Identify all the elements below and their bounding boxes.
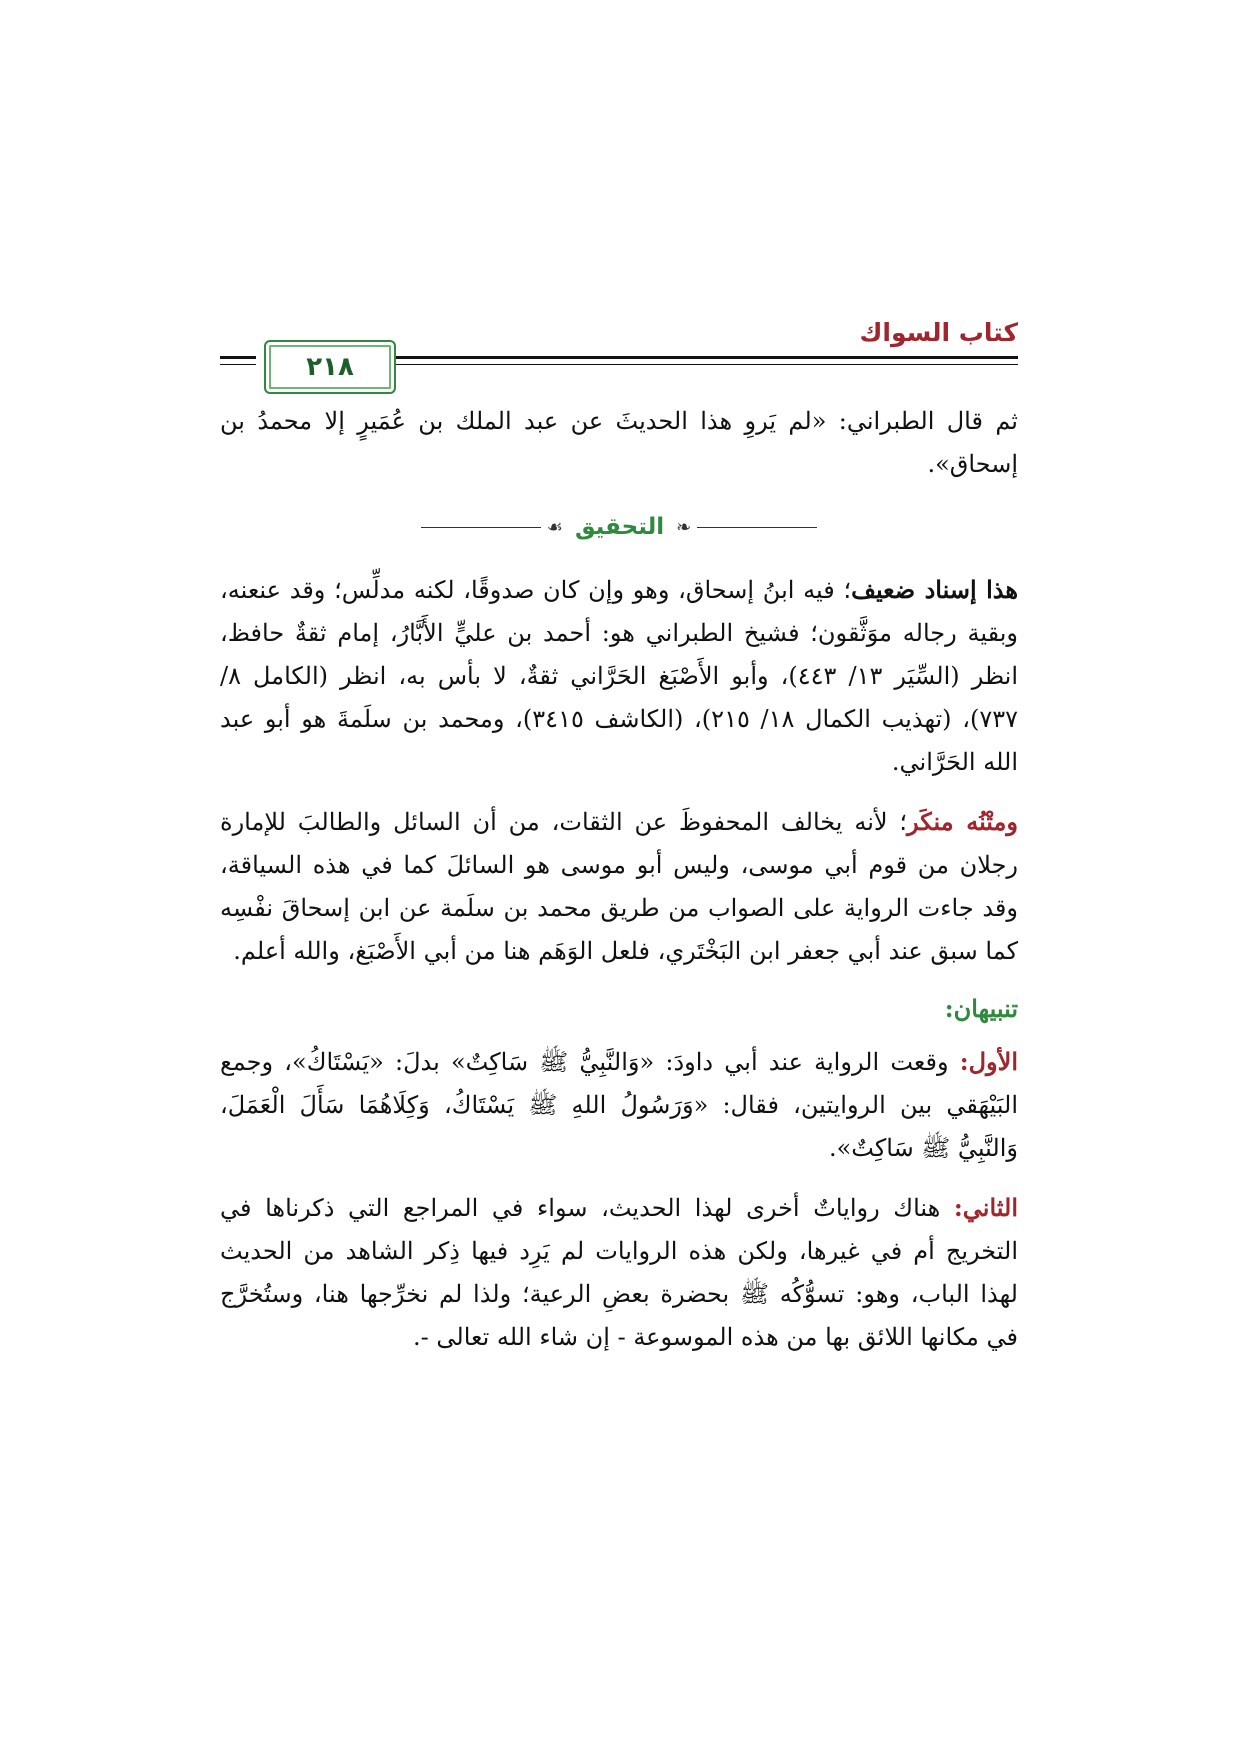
header-rule-left-thick [220,356,256,359]
note-first [220,1040,1018,1170]
ornament-icon: ❧ [676,516,692,538]
divider-line-left [421,527,541,528]
intro-paragraph: ثم قال الطبراني: «لم يَروِ هذا الحديثَ عن عبد الملك بن عُمَيرٍ إلا محمدُ بن إسحاق». [220,407,1018,478]
page-header [220,318,1018,382]
note-second [220,1186,1018,1359]
page-content [220,400,1018,1359]
note-first-text: وقعت الرواية عند أبي داودَ: «وَالنَّبِيُّ ﷺ سَاكِتٌ» بدلَ: «يَسْتَاكُ»، وجمع البَيْهَقي بين الروايتين، فقال: «وَرَسُولُ اللهِ ﷺ يَسْتَاكُ، وَكِلَاهُمَا سَأَلَ الْعَمَلَ، وَالنَّبِيُّ ﷺ سَاكِتٌ». [220,1048,1018,1162]
section-title: التحقيق [574,513,665,540]
page-number-badge [264,340,396,394]
paragraph-isnad [220,568,1018,784]
header-rule-thick [393,356,1018,359]
section-divider [220,504,1018,550]
page-number: ٢١٨ [306,352,354,382]
isnad-text: ؛ فيه ابنُ إسحاق، وهو وإن كان صدوقًا، لكنه مدلِّس؛ وقد عنعنه، وبقية رجاله موَثَّقون؛ فشيخ الطبراني هو: أحمد بن عليٍّ الأَبَّارُ، إمام ثقةٌ حافظ، انظر (السِّيَر ١٣/ ٤٤٣)، وأبو الأَصْبَغ الحَرَّاني ثقةٌ، لا بأس به، انظر (الكامل ٨/ ٧٣٧)، (تهذيب الكمال ١٨/ ٢١٥)، (الكاشف ٣٤١٥)، ومحمد بن سلَمةَ هو أبو عبد الله الحَرَّاني. [220,576,1019,776]
isnad-verdict: هذا إسناد ضعيف [851,575,1018,604]
note-first-label: الأول: [959,1047,1018,1076]
note-second-label: الثاني: [953,1193,1018,1222]
ornament-icon: ☙ [546,516,563,538]
divider-line-right [697,527,817,528]
paragraph-matn [220,800,1018,973]
note-second-text: هناك رواياتٌ أخرى لهذا الحديث، سواء في المراجع التي ذكرناها في التخريج أم في غيرها، ولكن هذه الروايات لم يَرِد فيها ذِكر الشاهد من الحديث لهذا الباب، وهو: تسوُّكُه ﷺ بحضرة بعضِ الرعية؛ ولذا لم نخرِّجها هنا، وستُخرَّج في مكانها اللائق بها من هذه الموسوعة - إن شاء الله تعالى -. [220,1194,1018,1351]
header-rule-left-thin [220,364,256,365]
matn-verdict: ومتْنُه منكَر [907,807,1018,836]
book-title: كتاب السواك [859,318,1018,347]
header-rule-thin [393,364,1018,365]
matn-text: ؛ لأنه يخالف المحفوظَ عن الثقات، من أن السائل والطالبَ للإمارة رجلان من قوم أبي موسى، وليس أبو موسى هو السائلَ كما في هذه السياقة، وقد جاءت الرواية على الصواب من طريق محمد بن سلَمة عن ابن إسحاقَ نفْسِه كما سبق عند أبي جعفر ابن البَخْتَري، فلعل الوَهَم هنا من أبي الأَصْبَغ، والله أعلم. [220,808,1018,965]
notes-heading: تنبيهان: [944,994,1018,1023]
